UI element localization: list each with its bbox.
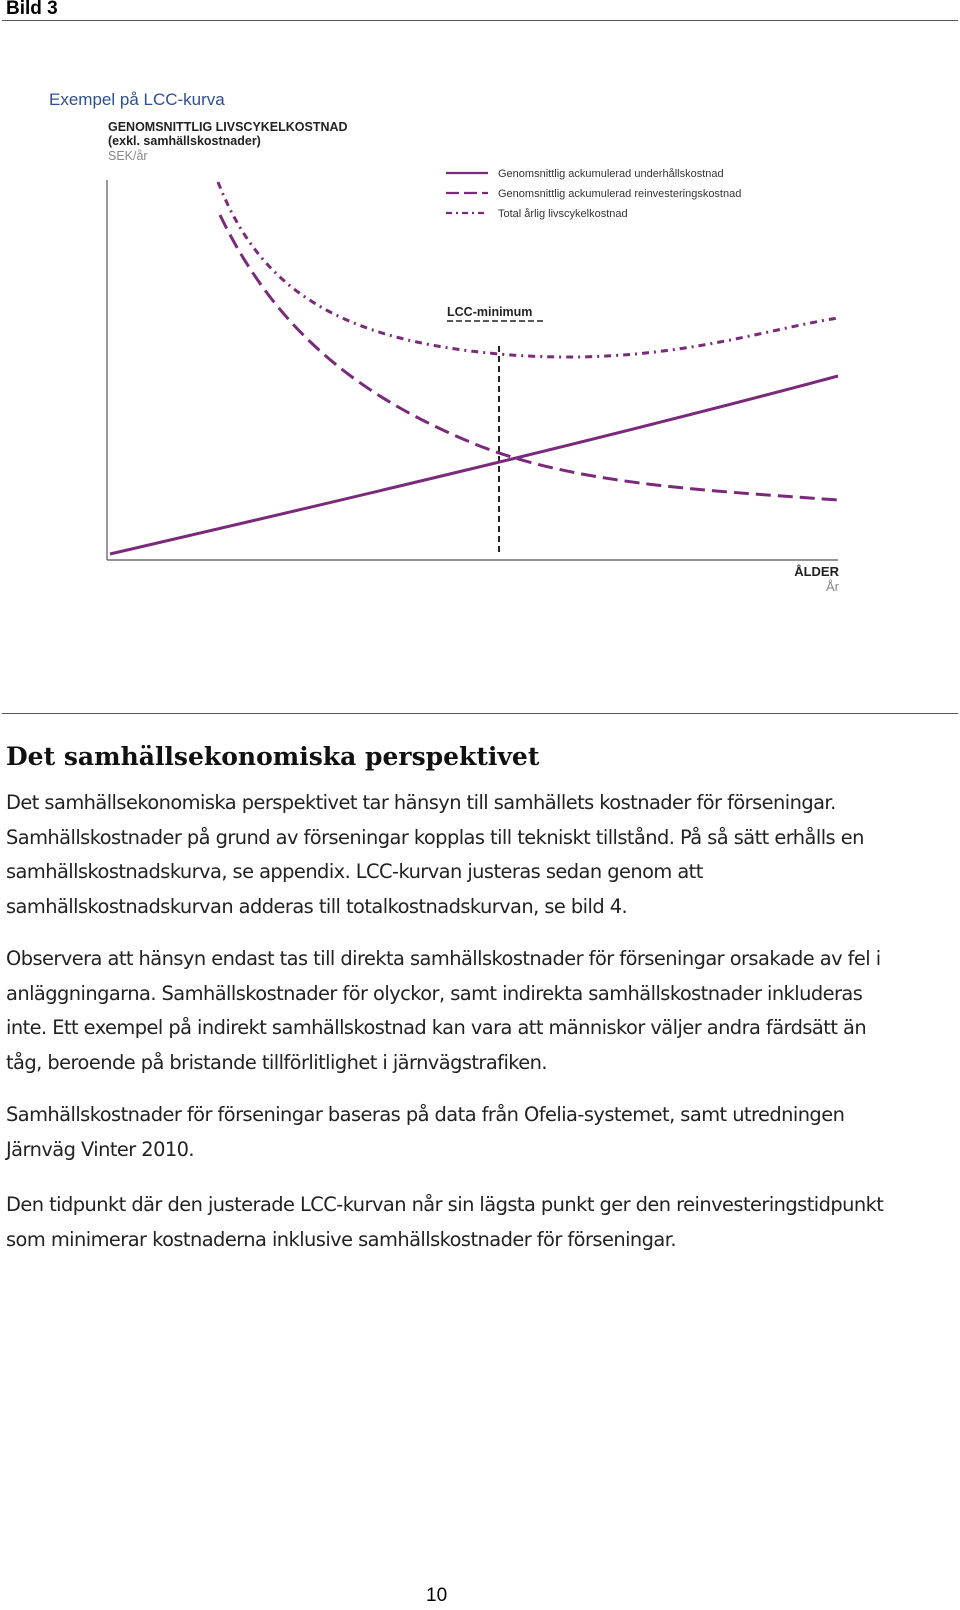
paragraph-line: Det samhällsekonomiska perspektivet tar hänsyn till samhällets kostnader för förseningar.: [6, 791, 836, 814]
y-axis-unit: SEK/år: [108, 149, 148, 163]
lcc-chart: [0, 0, 960, 710]
figure-label: Bild 3: [6, 0, 58, 19]
paragraph-line: inte. Ett exempel på indirekt samhällskostnad kan vara att människor väljer andra färdsätt än: [6, 1016, 867, 1039]
paragraph-2: [6, 942, 951, 1080]
x-axis-label: ÅLDER: [794, 564, 839, 579]
paragraph-1: [6, 786, 951, 924]
chart-title: Exempel på LCC-kurva: [49, 90, 225, 109]
paragraph-line: samhällskostnadskurvan adderas till totalkostnadskurvan, se bild 4.: [6, 894, 628, 918]
lcc-minimum-label: LCC-minimum: [447, 305, 533, 319]
page-number: 10: [426, 1585, 448, 1606]
paragraph-line: Järnväg Vinter 2010.: [6, 1137, 195, 1161]
legend: [446, 168, 741, 220]
legend-label-maintenance: Genomsnittlig ackumulerad underhållskostnad: [498, 168, 724, 180]
paragraph-line: som minimerar kostnaderna inklusive samhällskostnader för förseningar.: [6, 1227, 677, 1251]
legend-label-total: Total årlig livscykelkostnad: [498, 208, 628, 220]
paragraph-3: [6, 1098, 951, 1167]
paragraph-line: tåg, beroende på bristande tillförlitlighet i järnvägstrafiken.: [6, 1050, 548, 1074]
legend-label-reinvestment: Genomsnittlig ackumulerad reinvesteringskostnad: [498, 188, 742, 200]
paragraph-line: Observera att hänsyn endast tas till direkta samhällskostnader för förseningar orsakade av fel i: [6, 947, 881, 970]
y-axis-label-line1: GENOMSNITTLIG LIVSCYKELKOSTNAD: [108, 120, 348, 134]
x-axis-unit: År: [826, 579, 839, 594]
paragraph-line: anläggningarna. Samhällskostnader för olyckor, samt indirekta samhällskostnader inkluderas: [6, 981, 863, 1005]
paragraph-line: Samhällskostnader på grund av förseningar kopplas till tekniskt tillstånd. På så sätt erhålls en: [6, 825, 864, 849]
y-axis-label-line2: (exkl. samhällskostnader): [108, 134, 261, 148]
paragraph-line: samhällskostnadskurva, se appendix. LCC-kurvan justeras sedan genom att: [6, 860, 703, 883]
paragraph-4: [6, 1188, 951, 1257]
series-line-maintenance: [110, 376, 838, 554]
paragraph-line: Den tidpunkt där den justerade LCC-kurvan når sin lägsta punkt ger den reinvesteringstidpunkt: [6, 1193, 884, 1216]
section-divider: [2, 713, 958, 714]
section-heading: Det samhällsekonomiska perspektivet: [6, 742, 540, 771]
paragraph-line: Samhällskostnader för förseningar baseras på data från Ofelia-systemet, samt utredningen: [6, 1103, 845, 1126]
